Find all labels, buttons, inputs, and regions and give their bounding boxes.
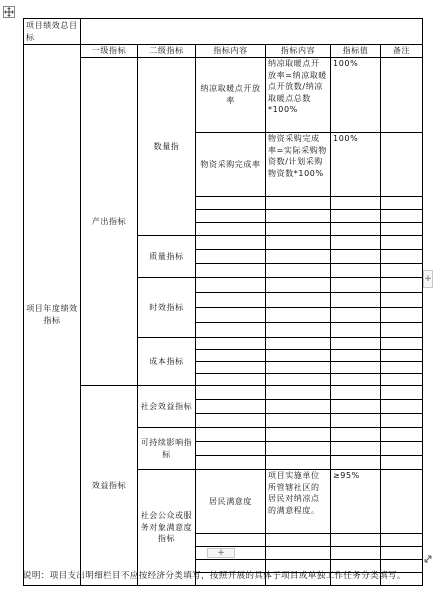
empty-cell[interactable] xyxy=(331,442,381,456)
empty-cell[interactable] xyxy=(266,428,331,442)
indicator-value-cell: 100% xyxy=(331,58,381,133)
indicator-note-cell[interactable] xyxy=(381,133,423,197)
quantity-indicator-cell: 数量指 xyxy=(138,58,196,236)
empty-cell[interactable] xyxy=(331,350,381,362)
empty-cell[interactable] xyxy=(266,293,331,308)
empty-cell[interactable] xyxy=(331,223,381,236)
empty-cell[interactable] xyxy=(331,236,381,250)
empty-cell[interactable] xyxy=(266,547,331,560)
indicator-formula-cell: 项目实施单位所管辖社区的居民对纳凉点的满意程度。 xyxy=(266,470,331,534)
add-row-button[interactable]: + xyxy=(207,548,235,558)
empty-cell[interactable] xyxy=(381,534,423,547)
empty-cell[interactable] xyxy=(266,223,331,236)
empty-cell[interactable] xyxy=(196,323,266,338)
empty-cell[interactable] xyxy=(331,547,381,560)
empty-cell[interactable] xyxy=(381,338,423,350)
table-move-icon[interactable] xyxy=(3,3,15,15)
empty-cell[interactable] xyxy=(331,197,381,210)
empty-cell[interactable] xyxy=(381,278,423,293)
empty-cell[interactable] xyxy=(196,362,266,374)
empty-cell[interactable] xyxy=(331,428,381,442)
empty-cell[interactable] xyxy=(266,278,331,293)
empty-cell[interactable] xyxy=(381,250,423,264)
empty-cell[interactable] xyxy=(196,456,266,470)
empty-cell[interactable] xyxy=(196,250,266,264)
empty-cell[interactable] xyxy=(196,400,266,414)
indicator-name-cell: 居民满意度 xyxy=(196,470,266,534)
empty-cell[interactable] xyxy=(196,210,266,223)
empty-cell[interactable] xyxy=(196,442,266,456)
header-content-b: 指标内容 xyxy=(266,45,331,58)
empty-cell[interactable] xyxy=(381,428,423,442)
indicator-value-cell: 100% xyxy=(331,133,381,197)
empty-cell[interactable] xyxy=(381,362,423,374)
sustainable-impact-indicator-cell: 可持续影响指标 xyxy=(138,428,196,470)
empty-cell[interactable] xyxy=(331,456,381,470)
indicator-value-cell: ≥95% xyxy=(331,470,381,534)
empty-cell[interactable] xyxy=(266,350,331,362)
empty-cell[interactable] xyxy=(196,350,266,362)
satisfaction-indicator-cell: 社会公众或服务对象满意度指标 xyxy=(138,470,196,586)
indicator-note-cell[interactable] xyxy=(381,470,423,534)
header-level2: 二级指标 xyxy=(138,45,196,58)
empty-cell[interactable] xyxy=(266,400,331,414)
empty-cell[interactable] xyxy=(266,264,331,278)
empty-cell[interactable] xyxy=(266,456,331,470)
empty-cell[interactable] xyxy=(331,534,381,547)
empty-cell[interactable] xyxy=(196,223,266,236)
cost-indicator-cell: 成本指标 xyxy=(138,338,196,386)
indicator-formula-cell: 物资采购完成率=实际采购物资数/计划采购物资数*100% xyxy=(266,133,331,197)
empty-cell[interactable] xyxy=(331,386,381,400)
empty-cell[interactable] xyxy=(196,236,266,250)
empty-cell[interactable] xyxy=(266,362,331,374)
footnote-text: 说明：项目支出明细栏目不应按经济分类填写，按照开展的具体子项目或单独工作任务分类填写。 xyxy=(23,571,406,581)
empty-cell[interactable] xyxy=(331,293,381,308)
empty-cell[interactable] xyxy=(381,197,423,210)
performance-table xyxy=(23,18,423,586)
empty-cell[interactable] xyxy=(196,293,266,308)
empty-cell[interactable] xyxy=(196,414,266,428)
empty-cell[interactable] xyxy=(266,414,331,428)
empty-cell[interactable] xyxy=(196,428,266,442)
empty-cell[interactable] xyxy=(266,323,331,338)
empty-cell[interactable] xyxy=(266,250,331,264)
indicator-formula-cell: 纳凉取暖点开放率=纳凉取暖点开放数/纳凉取暖点总数*100% xyxy=(266,58,331,133)
empty-cell[interactable] xyxy=(266,374,331,386)
empty-cell[interactable] xyxy=(381,236,423,250)
empty-cell[interactable] xyxy=(331,264,381,278)
indicator-name-cell: 物资采购完成率 xyxy=(196,133,266,197)
empty-cell[interactable] xyxy=(381,386,423,400)
add-column-button[interactable]: + xyxy=(423,270,433,288)
effect-indicator-cell: 效益指标 xyxy=(81,386,138,586)
goal-content-cell[interactable] xyxy=(81,19,423,45)
empty-cell[interactable] xyxy=(381,350,423,362)
empty-cell[interactable] xyxy=(266,534,331,547)
empty-cell[interactable] xyxy=(196,386,266,400)
empty-cell[interactable] xyxy=(196,278,266,293)
header-value: 指标值 xyxy=(331,45,381,58)
empty-cell[interactable] xyxy=(381,293,423,308)
empty-cell[interactable] xyxy=(381,308,423,323)
empty-cell[interactable] xyxy=(381,400,423,414)
quality-indicator-cell: 质量指标 xyxy=(138,236,196,278)
empty-cell[interactable] xyxy=(381,374,423,386)
empty-cell[interactable] xyxy=(381,414,423,428)
indicator-note-cell[interactable] xyxy=(381,58,423,133)
timeliness-indicator-cell: 时效指标 xyxy=(138,278,196,338)
section-label-cell: 项目年度绩效指标 xyxy=(24,45,81,586)
empty-cell[interactable] xyxy=(381,223,423,236)
empty-cell[interactable] xyxy=(331,250,381,264)
empty-cell[interactable] xyxy=(331,210,381,223)
social-benefit-indicator-cell: 社会效益指标 xyxy=(138,386,196,428)
empty-cell[interactable] xyxy=(196,264,266,278)
header-content-a: 指标内容 xyxy=(196,45,266,58)
empty-cell[interactable] xyxy=(266,386,331,400)
empty-cell[interactable] xyxy=(331,308,381,323)
empty-cell[interactable] xyxy=(331,400,381,414)
empty-cell[interactable] xyxy=(331,338,381,350)
table-resize-icon[interactable] xyxy=(423,549,433,559)
output-indicator-cell: 产出指标 xyxy=(81,58,138,386)
empty-cell[interactable] xyxy=(331,323,381,338)
indicator-name-cell: 纳凉取暖点开放率 xyxy=(196,58,266,133)
goal-label-cell: 项目绩效总目标 xyxy=(24,19,81,45)
empty-cell[interactable] xyxy=(266,197,331,210)
empty-cell[interactable] xyxy=(381,442,423,456)
empty-cell[interactable] xyxy=(266,338,331,350)
empty-cell[interactable] xyxy=(331,374,381,386)
empty-cell[interactable] xyxy=(266,236,331,250)
empty-cell[interactable] xyxy=(266,308,331,323)
empty-cell[interactable] xyxy=(381,264,423,278)
empty-cell[interactable] xyxy=(266,442,331,456)
empty-cell[interactable] xyxy=(331,278,381,293)
empty-cell[interactable] xyxy=(381,456,423,470)
empty-cell[interactable] xyxy=(196,197,266,210)
empty-cell[interactable] xyxy=(331,414,381,428)
header-level1: 一级指标 xyxy=(81,45,138,58)
empty-cell[interactable] xyxy=(331,362,381,374)
empty-cell[interactable] xyxy=(381,323,423,338)
empty-cell[interactable] xyxy=(196,308,266,323)
empty-cell[interactable] xyxy=(381,547,423,560)
empty-cell[interactable] xyxy=(266,210,331,223)
empty-cell[interactable] xyxy=(381,210,423,223)
empty-cell[interactable] xyxy=(196,338,266,350)
header-note: 备注 xyxy=(381,45,423,58)
empty-cell[interactable] xyxy=(196,374,266,386)
empty-cell[interactable] xyxy=(196,534,266,547)
